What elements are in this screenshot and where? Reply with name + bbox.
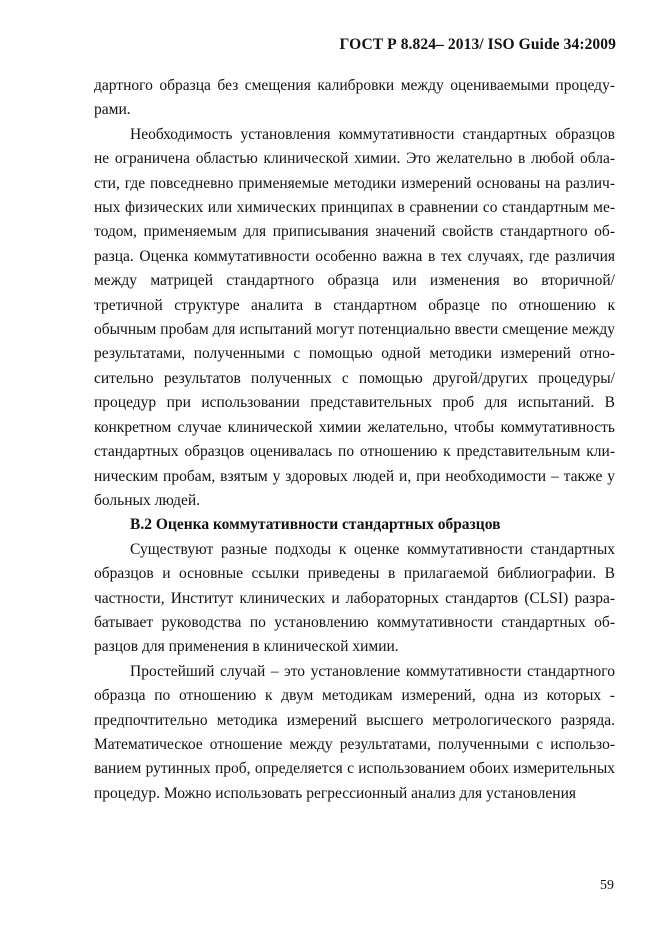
page-number: 59 <box>600 878 614 893</box>
paragraph-continued: дартного образца без смещения калибровки между оцениваемыми процедурами. <box>94 77 615 119</box>
paragraph-commutativity-scope: Необходимость установления коммутативности стандартных образцов не ограничена областью клинической химии. Это желательно в любой области, где повседневно применяемые методики измерений основаны на различных физических или химических принципах в сравнении со стандартным методом, применяемым для приписывания значений свойств стандартного образца. Оценка коммутативности особенно важна в тех случаях, где различия между матрицей стандартного образца или изменения во вторичной/третичной структуре аналита в стандартном образце по отношению к обычным пробам для испытаний могут потенциально ввести смещение между результатами, полученными с помощью одной методики измерений относительно результатов полученных с помощью другой/других процедуры/процедур при использовании представительных проб для испытаний. В конкретном случае клинической химии желательно, чтобы коммутативность стандартных образцов оценивалась по отношению к представительным клиническим пробам, взятым у здоровых людей и, при необходимости – также у больных людей. <box>94 125 615 509</box>
paragraph-approaches: Существуют разные подходы к оценке коммутативности стандартных образцов и основные ссылки приведены в прилагаемой библиографии. В частности, Институт клинических и лабораторных стандартов (CLSI) разрабатывает руководства по установлению коммутативности стандартных образцов для применения в клинической химии. <box>94 540 615 656</box>
standard-header: ГОСТ Р 8.824– 2013/ ISO Guide 34:2009 <box>339 36 616 53</box>
paragraph-simplest-case: Простейший случай – это установление коммутативности стандартного образца по отношению к двум методикам измерений, одна из которых - предпочтительно методика измерений высшего метрологического разряда. Математическое отношение между результатами, полученными с использованием рутинных проб, определяется с использованием обоих измерительных процедур. Можно использовать регрессионный анализ для установления <box>94 662 615 802</box>
document-body <box>94 74 615 806</box>
section-heading: В.2 Оценка коммутативности стандартных образцов <box>130 516 501 534</box>
